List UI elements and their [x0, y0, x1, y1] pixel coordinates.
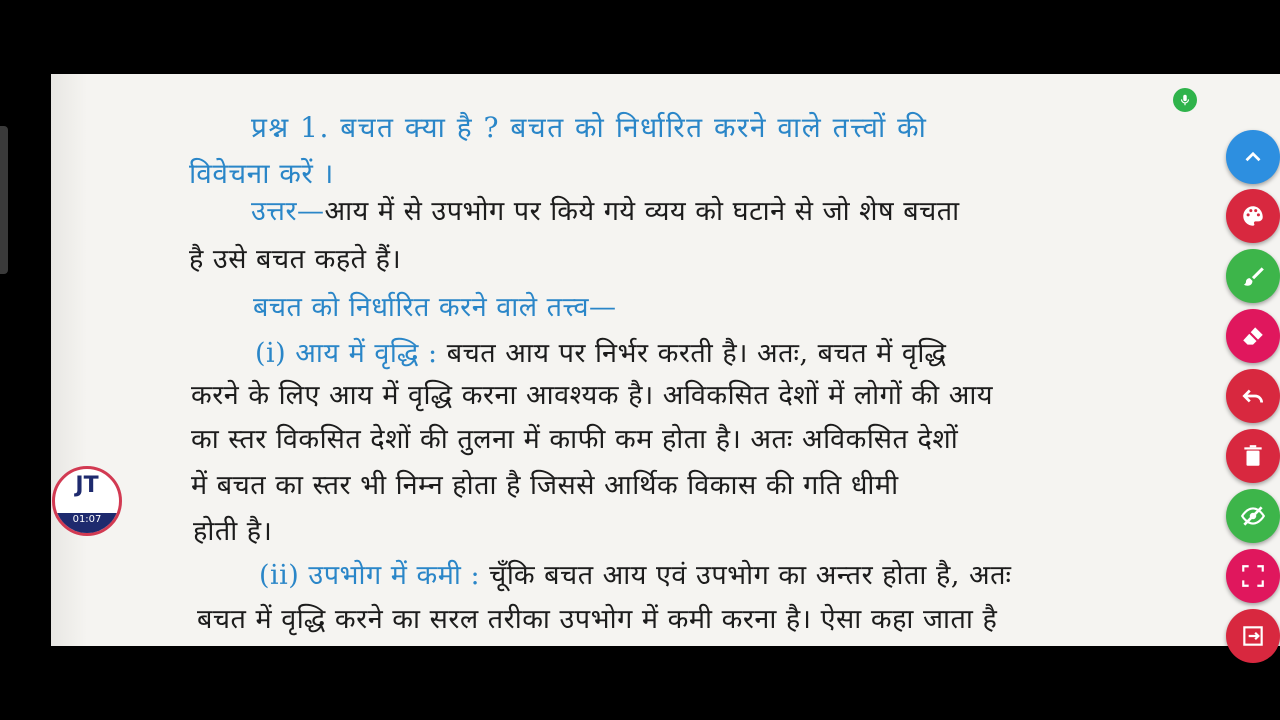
point-1-line-4: में बचत का स्तर भी निम्न होता है जिससे आर्थिक विकास की गति धीमी [191, 470, 899, 501]
fullscreen-icon [1240, 563, 1266, 589]
point-1-line-1 [255, 334, 946, 374]
eraser-icon [1240, 323, 1266, 349]
recording-time: 01:07 [55, 513, 119, 533]
badge-logo: JT [75, 473, 99, 498]
question-line-2: विवेचना करें । [189, 157, 334, 190]
exit-button[interactable] [1226, 609, 1280, 663]
point-2-line-2: बचत में वृद्धि करने का सरल तरीका उपभोग में कमी करना है। ऐसा कहा जाता है [197, 604, 998, 635]
mic-icon[interactable] [1173, 88, 1197, 112]
exit-icon [1240, 623, 1266, 649]
left-edge-handle[interactable] [0, 126, 8, 274]
answer-line-1 [251, 192, 960, 232]
answer-line-2: है उसे बचत कहते हैं। [189, 244, 402, 275]
document-page [51, 74, 1280, 646]
undo-button[interactable] [1226, 369, 1280, 423]
brush-button[interactable] [1226, 249, 1280, 303]
question-line-1: प्रश्न 1. बचत क्या है ? बचत को निर्धारित करने वाले तत्त्वों की [251, 111, 928, 144]
answer-text: आय में से उपभोग पर किये गये व्यय को घटाने से जो शेष बचता [324, 196, 960, 227]
eraser-button[interactable] [1226, 309, 1280, 363]
clear-all-button[interactable] [1226, 429, 1280, 483]
fullscreen-button[interactable] [1226, 549, 1280, 603]
point-2-line-1 [259, 556, 1011, 596]
floating-timer-badge[interactable] [52, 466, 122, 536]
point-1-line-5: होती है। [193, 516, 273, 547]
eye-off-icon [1240, 503, 1266, 529]
point-1-label: (i) आय में वृद्धि : [255, 338, 438, 369]
color-picker-button[interactable] [1226, 189, 1280, 243]
palette-icon [1240, 203, 1266, 229]
trash-icon [1240, 443, 1266, 469]
point-1-text: बचत आय पर निर्भर करती है। अतः, बचत में वृद्धि [437, 338, 947, 369]
collapse-toolbar-button[interactable] [1226, 130, 1280, 184]
point-1-line-3: का स्तर विकसित देशों की तुलना में काफी कम होता है। अतः अविकसित देशों [191, 424, 959, 455]
hide-annotations-button[interactable] [1226, 489, 1280, 543]
subheading: बचत को निर्धारित करने वाले तत्त्व— [253, 292, 617, 323]
point-2-label: (ii) उपभोग में कमी : [259, 560, 481, 591]
undo-icon [1240, 383, 1266, 409]
brush-icon [1240, 263, 1266, 289]
point-1-line-2: करने के लिए आय में वृद्धि करना आवश्यक है। अविकसित देशों में लोगों की आय [191, 380, 993, 411]
point-2-text: चूँकि बचत आय एवं उपभोग का अन्तर होता है, अतः [480, 560, 1012, 591]
answer-label: उत्तर— [251, 196, 325, 227]
chevron-up-icon [1240, 144, 1266, 170]
